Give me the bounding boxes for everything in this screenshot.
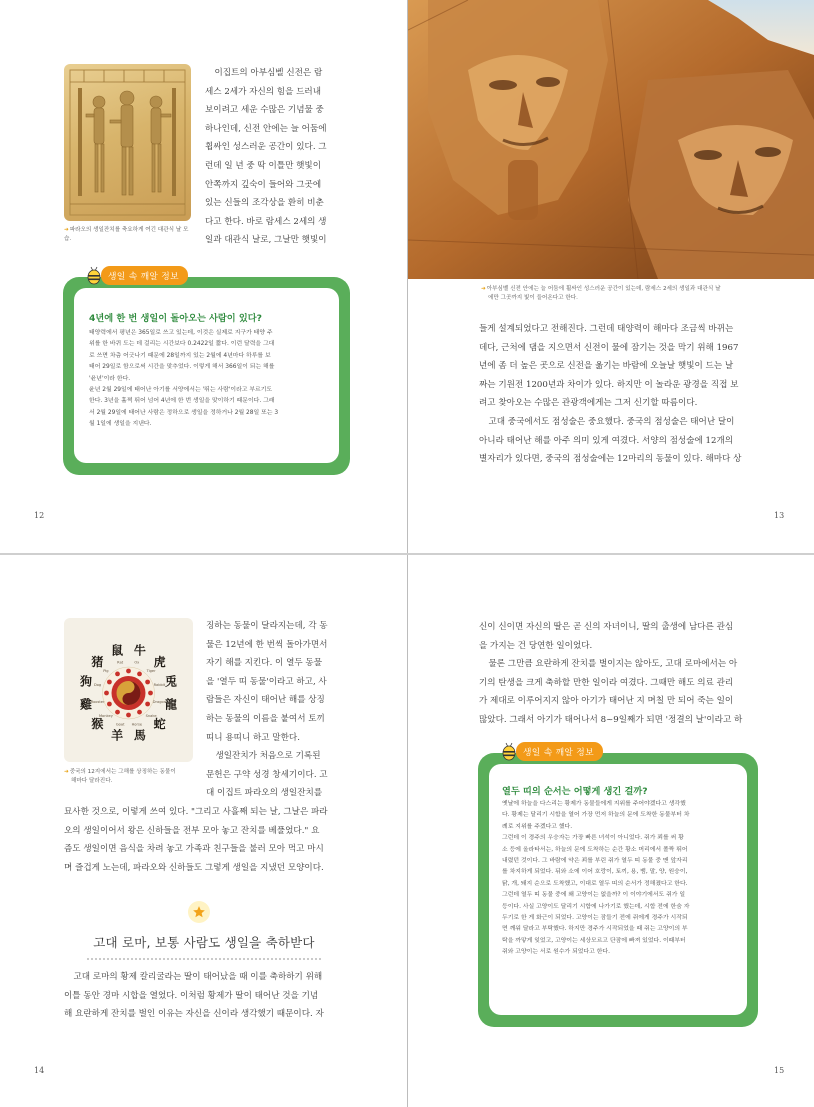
- zodiac-dot: [104, 691, 109, 696]
- info-box-zodiac-order: [478, 741, 758, 1027]
- page-15: [408, 555, 814, 1107]
- text-line: 내렸던 것이다. 그 바람에 약은 꾀를 부린 쥐가 열두 띠 동물 중 맨 앞자리: [502, 858, 688, 865]
- body-text-p14-right: [206, 617, 344, 803]
- text-line: 물은 12년에 한 번씩 돌아가면서: [206, 639, 328, 650]
- pharaoh-relief-image: [64, 64, 191, 221]
- text-line: 두기로 한 게 화근이 되었다. 고양이는 잠들기 전에 쥐에게 경주가 시작되: [502, 915, 688, 922]
- text-line: 이틀 동안 경마 시합을 열었다. 이처럼 황제가 딸이 태어난 것을 기념: [64, 990, 319, 1001]
- page-number: 14: [34, 1066, 45, 1075]
- text-line: 짜는 기원전 1200년과 차이가 있다. 하지만 이 놀라운 광경을 직접 보: [479, 379, 739, 390]
- text-line: 태양력에서 평년은 365일로 쓰고 있는데, 이것은 실제로 지구가 태양 주: [89, 330, 273, 336]
- zodiac-char: 狗: [79, 674, 93, 689]
- relief-caption: [64, 226, 194, 243]
- yin-yang-icon: [112, 676, 146, 710]
- zodiac-name: Monkey: [98, 714, 113, 719]
- page-14: [0, 555, 407, 1107]
- caption-text: 파라오의 생일잔치를 축요하게 여긴 대관식 날 모습.: [64, 227, 189, 242]
- text-line: 있는 신들의 조각상을 환히 비춘: [205, 198, 324, 209]
- info-box-tag-label: 생일 속 깨알 정보: [101, 266, 188, 285]
- text-line: 며 즐겁게 노는데, 파라오와 신하들도 그렇게 생일을 지냈던 모양이다.: [64, 862, 324, 873]
- zodiac-dot: [137, 710, 142, 715]
- section-title: 고대 로마, 보통 사람도 생일을 축하받다: [93, 935, 315, 950]
- info-box-body: [89, 328, 329, 431]
- zodiac-dot: [115, 672, 120, 677]
- zodiac-name: Goat: [115, 722, 125, 727]
- text-line: 고대 로마의 황제 칼리굴라는 딸이 태어났을 때 이를 축하하기 위해: [73, 972, 323, 982]
- info-box-leap-year: [63, 265, 350, 475]
- zodiac-name: Snake: [145, 714, 157, 719]
- info-box-tag: [85, 265, 188, 285]
- text-line: 등이다. 사실 고양이도 달리기 시합에 나가기로 했는데, 시합 전에 한숨 자: [502, 903, 690, 910]
- text-line: 년에 좀 더 높은 곳으로 신전을 옮기는 바람에 오늘날 햇빛이 드는 날: [479, 361, 734, 372]
- info-box-body: [502, 799, 742, 959]
- text-line: 하는 동물의 이름을 붙여서 토끼: [206, 713, 325, 724]
- info-box-title: 열두 띠의 순서는 어떻게 생긴 걸까?: [502, 786, 648, 797]
- text-line: 안쪽까지 깊숙이 들어와 그곳에: [205, 179, 322, 190]
- text-line: 를 차지하게 되었다. 뒤와 소에 이어 호랑이, 토끼, 용, 뱀, 말, 양, 원숭이,: [502, 869, 688, 876]
- text-line: 물론 그만큼 요란하게 잔치를 벌이지는 않아도, 고대 로마에서는 아: [488, 659, 738, 670]
- zodiac-name: Dog: [93, 683, 102, 688]
- text-line: 그런데 이 경주의 우승자는 가장 빠른 녀석이 아니었다. 쥐가 꾀를 써 황: [502, 835, 684, 842]
- text-line: 오의 생일이어서 왕은 신하들을 전부 모아 놓고 잔치를 베풀었다." 요: [64, 825, 320, 836]
- zodiac-char: 雞: [79, 697, 93, 712]
- zodiac-char: 龍: [164, 697, 178, 712]
- star-icon: [188, 901, 210, 923]
- section-divider: [86, 957, 322, 961]
- zodiac-name: Tiger: [146, 668, 156, 673]
- text-line: 들게 설계되었다고 전해진다. 그런데 태양력이 해마다 조금씩 바뀌는: [479, 324, 734, 334]
- text-line: 해마다 달라진다.: [71, 777, 113, 784]
- text-line: 례로 지위를 주겠다고 했다.: [502, 823, 573, 830]
- arrow-icon: ➜: [481, 286, 486, 292]
- text-line: 세스 2세가 자신의 힘을 드러내: [205, 86, 322, 97]
- text-line: 월 1일에 생일을 지낸다.: [89, 421, 152, 428]
- zodiac-dot: [148, 691, 153, 696]
- text-line: 위를 한 바퀴 도는 데 걸리는 시간보다 0.2422일 짧다. 이런 달력을 그대: [89, 341, 275, 348]
- text-line: '윤년'이라 한다.: [89, 375, 131, 382]
- text-line: 가 제대로 이루어지지 않아 아기가 태어난 지 며칠 만 되어 죽는 일이: [479, 696, 734, 707]
- text-line: 서 2월 29일에 태어난 사람은 정하으로 생일을 정하거나 2월 28일 또는 3: [89, 409, 279, 416]
- text-line: 하나인데, 신전 안에는 늘 어둠에: [205, 123, 327, 134]
- text-line: 고대 중국에서도 점성술은 중요했다. 중국의 점성술은 태어난 달이: [488, 416, 735, 427]
- text-line: 한다. 3년을 훌쩍 뛰어 넘어 4년에 한 번 생일을 맞이하기 때문이다. 그래: [89, 398, 275, 405]
- text-line: 이집트의 아부심벨 신전은 람: [214, 68, 323, 78]
- text-line: 별자리가 있다면, 중국의 점성술에는 12마리의 동물이 있다. 해마다 상: [479, 454, 742, 465]
- info-box-tag-label: 생일 속 깨알 정보: [516, 742, 603, 761]
- text-line: 그런데 열두 띠 동물 중에 왜 고양이는 없을까? 이 이야기에서도 쥐가 일: [502, 892, 686, 899]
- text-line: 기의 탄생을 크게 축하할 만한 일이라 여겼다. 그때만 해도 의료 관리: [479, 677, 734, 688]
- text-line: 다. 황제는 달리기 시합을 열어 가장 먼저 하늘의 문에 도착한 동물부터 차: [502, 812, 690, 819]
- text-line: 을 '열두 띠 동물'이라고 하고, 사: [206, 676, 327, 687]
- zodiac-dot: [107, 702, 112, 707]
- text-line: 자기 해를 지킨다. 이 열두 동물: [206, 658, 323, 669]
- zodiac-char: 鼠: [111, 643, 124, 658]
- text-line: 중국의 12지에서는 그해를 상징하는 동물이: [69, 769, 176, 775]
- text-line: 소 등에 올라타서는, 하늘의 문에 도착하는 순간 황소 머리에서 폴짝 뛰어: [502, 846, 688, 853]
- text-line: 문헌은 구약 성경 창세기이다. 고: [206, 769, 328, 780]
- text-line: 옛날에 하늘을 다스리는 황제가 동물들에게 지위를 주어야겠다고 생각했: [502, 801, 686, 807]
- zodiac-char: 羊: [111, 728, 124, 743]
- zodiac-name: Dragon: [152, 699, 167, 704]
- zodiac-name: Pig: [103, 668, 109, 673]
- zodiac-dot: [145, 702, 150, 707]
- text-line: 다고 한다. 바로 람세스 2세의 생: [205, 216, 327, 227]
- zodiac-dot: [137, 672, 142, 677]
- zodiac-dot: [107, 680, 112, 685]
- text-line: 띠니 용띠니 하고 말한다.: [206, 732, 300, 743]
- page-number: 13: [774, 511, 785, 520]
- text-line: 즘도 생일이면 음식을 차려 놓고 가족과 친구들을 불러 모아 먹고 마시: [64, 844, 324, 855]
- zodiac-name: Rat: [117, 660, 124, 665]
- arrow-icon: ➜: [64, 769, 69, 775]
- body-text-p15: [479, 618, 787, 730]
- zodiac-char: 虎: [153, 654, 166, 669]
- page-number: 15: [774, 1066, 785, 1075]
- zodiac-dot: [145, 680, 150, 685]
- text-line: 아니라 태어난 해를 아주 의미 있게 여겼다. 서양의 점성술에 12개의: [479, 435, 734, 446]
- zodiac-name: Horse: [131, 722, 143, 727]
- body-text-p12: [205, 64, 343, 250]
- zodiac-name: Ox: [134, 660, 140, 665]
- text-line: 태어 29일로 함으로써 시간을 맞추었다. 이렇게 해서 366일이 되는 해를: [89, 364, 275, 371]
- text-line: 해 요란하게 잔치를 벌인 이유는 자신을 신이라 생각했기 때문이다. 자: [64, 1009, 324, 1020]
- text-line: 닭, 개, 돼지 순으로 도착했고, 이대로 열두 띠의 순서가 정해졌다고 한다.: [502, 880, 688, 887]
- text-line: 아부심벨 신전 안에는 늘 어둠에 휩싸인 성스러운 공간이 있는데, 람세스 2세의 생일과 대관식 날: [486, 286, 721, 292]
- zodiac-dot: [126, 669, 131, 674]
- text-line: 런데 일 년 중 딱 이틀만 햇빛이: [205, 160, 322, 171]
- text-line: 징하는 동물이 달라지는데, 각 동: [206, 621, 328, 631]
- text-line: 로 쓰면 차츰 어긋나기 때문에 28일까지 있는 2월에 4년마다 하루를 보: [89, 352, 271, 359]
- text-line: 휩싸인 성스러운 공간이 있다. 그: [205, 142, 327, 153]
- arrow-icon: ➜: [64, 227, 69, 233]
- text-line: 많았다. 그래서 아기가 태어나서 8~9일째가 되면 '정결의 날'이라고 하: [479, 714, 743, 725]
- zodiac-char: 猴: [91, 717, 104, 732]
- text-line: 면 깨워 달라고 부탁했다. 하지만 경주가 시작되었을 때 쥐는 고양이의 부: [502, 926, 688, 933]
- zodiac-char: 蛇: [153, 717, 166, 732]
- zodiac-dot: [126, 713, 131, 718]
- body-text-p13: [479, 320, 787, 469]
- zodiac-name: Rooster: [90, 699, 105, 704]
- info-box-title: 4년에 한 번 생일이 돌아오는 사람이 있다?: [89, 313, 262, 324]
- abu-simbel-photo: [408, 0, 814, 279]
- text-line: 생일잔치가 처음으로 기록된: [215, 751, 321, 762]
- text-line: 에만 그곳까지 빛이 들어온다고 한다.: [488, 294, 578, 301]
- body-text-p14-section: [64, 968, 346, 1024]
- text-line: 보이려고 세운 수많은 기념물 중: [205, 105, 324, 116]
- zodiac-char: 馬: [133, 728, 146, 743]
- text-line: 신이 신이면 자신의 딸은 곧 신의 자녀이니, 딸의 출생에 남다른 관심: [479, 622, 734, 632]
- zodiac-wheel-image: [64, 618, 193, 762]
- page-12: [0, 0, 407, 553]
- text-line: 윤년 2월 29일에 태어난 아기를 서양에서는 '뛰는 사람'이라고 부르기도: [89, 387, 273, 394]
- body-text-p14-full: [64, 803, 346, 877]
- text-line: 려고 찾아오는 수많은 관광객에게는 그저 신기할 따름이다.: [479, 398, 698, 409]
- text-line: 일과 대관식 날로, 그날만 햇빛이: [205, 235, 327, 246]
- text-line: 탁을 까맣게 잊었고, 고양이는 세상모르고 단잠에 빠져 있었다. 이때부터: [502, 937, 686, 944]
- zodiac-char: 猪: [91, 654, 104, 669]
- zodiac-char: 兎: [164, 674, 178, 689]
- text-line: 데다, 근처에 댐을 지으면서 신전이 물에 잠기는 것을 막기 위해 1967: [479, 342, 739, 353]
- text-line: 쥐와 고양이는 서로 원수가 되었다고 한다.: [502, 949, 610, 956]
- zodiac-char: 牛: [133, 643, 146, 658]
- text-line: 묘사한 것으로, 이렇게 쓰여 있다. "그리고 사흘째 되는 날, 그날은 파라: [64, 807, 328, 817]
- zodiac-caption: [64, 768, 198, 785]
- text-line: 람들은 자신이 태어난 해를 상징: [206, 695, 325, 706]
- page-13: [408, 0, 814, 553]
- zodiac-name: Rabbit: [153, 683, 166, 688]
- text-line: 을 가지는 건 당연한 일이었다.: [479, 640, 593, 651]
- info-box-tag: [500, 741, 603, 761]
- photo-caption: [481, 285, 801, 302]
- zodiac-dot: [115, 710, 120, 715]
- page-number: 12: [34, 511, 45, 520]
- text-line: 대 이집트 파라오의 생일잔치를: [206, 788, 323, 799]
